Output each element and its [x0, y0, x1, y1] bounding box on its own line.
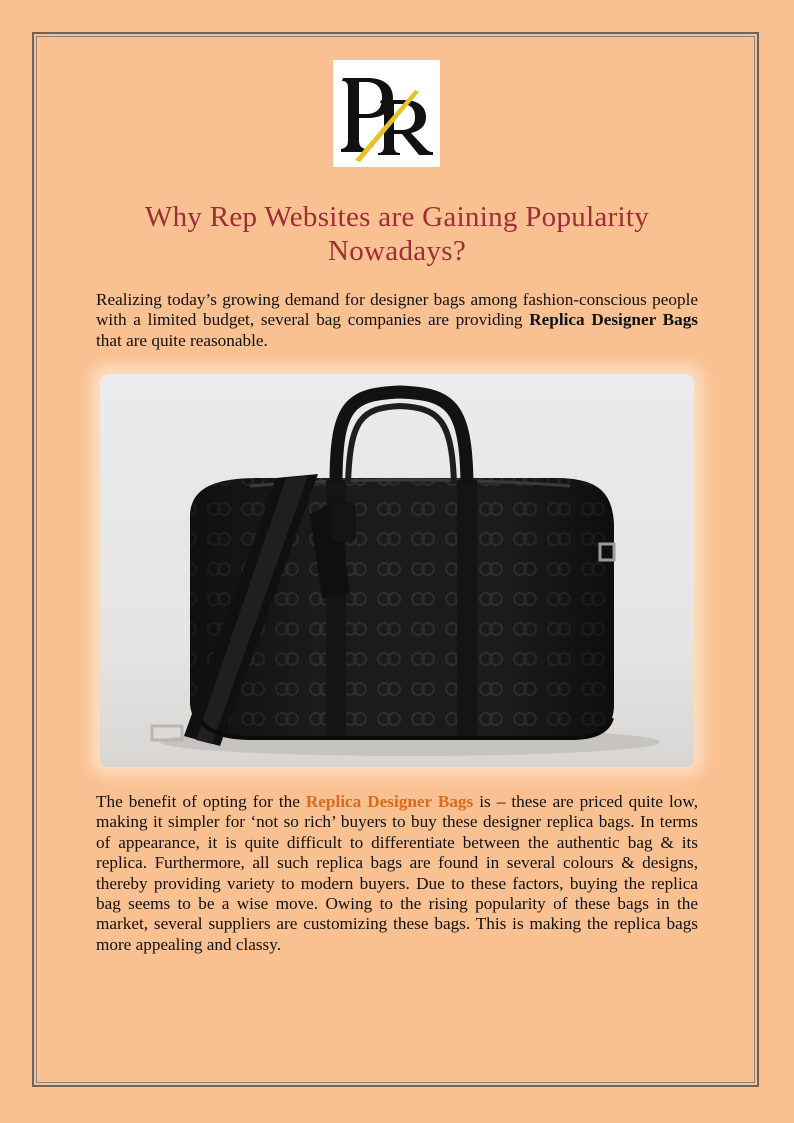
intro-text-end: that are quite reasonable. — [96, 330, 268, 350]
page-title — [96, 200, 698, 268]
replica-designer-bags-link[interactable]: Replica Designer Bags — [305, 792, 474, 811]
body-paragraph — [96, 792, 698, 955]
page-title-line-1: Why Rep Websites are Gaining Popularity — [144, 201, 650, 233]
body-text-start: The benefit of opting for the — [96, 792, 306, 811]
body-text-end: is – these are priced quite low, making it simpler for ‘not so rich’ buyers to buy these designer replica bags. In terms of appearance, it is quite difficult to differentiate between the authentic bag & its replica. Furthermore, all such replica bags are found in several colours & designs, thereby providing variety to modern buyers. Due to these factors, buying the replica bag seems to be a wise move. Owing to the rising popularity of these bags in the market, several suppliers are customizing these bags. This is making the replica bags more appealing and classy. — [96, 792, 698, 954]
duffle-bag-photo — [100, 374, 694, 767]
page-title-line-2: Nowadays? — [328, 235, 466, 267]
brand-logo — [333, 60, 440, 167]
intro-bold-phrase: Replica Designer Bags — [529, 310, 698, 330]
intro-paragraph — [96, 290, 698, 351]
intro-text-start: Realizing today’s growing demand for designer bags among fashion-conscious people with a limited budget, several bag companies are providing — [96, 290, 698, 330]
